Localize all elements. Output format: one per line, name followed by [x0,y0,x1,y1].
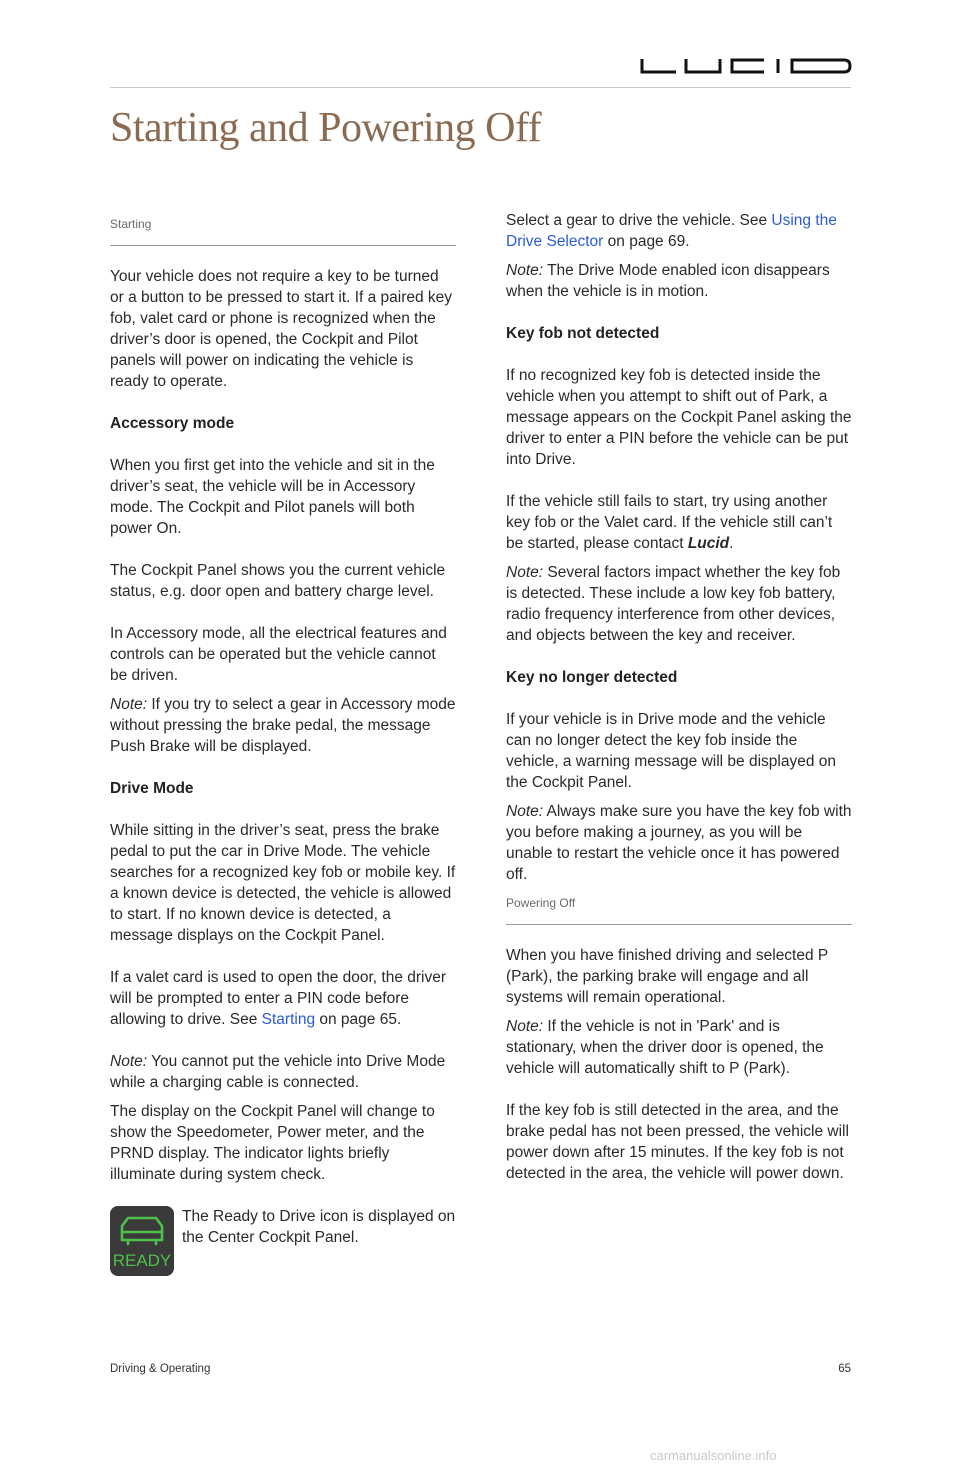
paragraph-text: . [729,535,734,552]
footer-chapter: Driving & Operating [110,1363,211,1375]
ready-to-drive-icon [110,1206,174,1276]
ready-icon-label: READY [112,1251,172,1270]
note [110,1051,456,1093]
paragraph: When you have finished driving and selected P (Park), the parking brake will engage and all systems will remain operational. [506,947,828,1006]
watermark: carmanualsonline.info [650,1448,777,1463]
paragraph-text: on page 65. [315,1011,402,1028]
paragraph: While sitting in the driver’s seat, press the brake pedal to put the car in Drive Mode. The vehicle searches for a recognized key fob or mobile key. If a known device is detected, the vehicle is allowed to start. If no known device is detected, a message displays on the Cockpit Panel. [110,822,456,944]
footer-page-number: 65 [838,1363,851,1375]
note [506,562,852,646]
header-divider [110,87,851,88]
heading-key-no-longer-detected: Key no longer detected [506,669,678,686]
note [506,260,852,302]
paragraph: The display on the Cockpit Panel will change to show the Speedometer, Power meter, and the PRND display. The indicator lights briefly illuminate during system check. [110,1103,435,1183]
note-label: Note: [506,1018,544,1035]
paragraph: In Accessory mode, all the electrical features and controls can be operated but the vehicle cannot be driven. [110,625,447,684]
paragraph: The Cockpit Panel shows you the current vehicle status, e.g. door open and battery charge level. [110,562,446,600]
note-text: Always make sure you have the key fob with you before making a journey, as you will be unable to restart the vehicle once it has powered off. [506,803,852,883]
note-text: Several factors impact whether the key fob is detected. These include a low key fob battery, radio frequency interference from other devices, and objects between the key and receiver. [506,564,841,644]
note-text: The Drive Mode enabled icon disappears when the vehicle is in motion. [506,262,830,300]
note-label: Note: [506,262,544,279]
brand-name: Lucid [687,535,730,552]
drive-selector-link[interactable]: Using the Drive Selector [506,212,837,250]
note [110,694,456,757]
paragraph: Your vehicle does not require a key to be turned or a button to be pressed to start it. If a paired key fob, valet card or phone is recognized when the driver’s door is opened, the Cockpit and Pilot panels will power on indicating the vehicle is ready to operate. [110,268,453,390]
paragraph-text: Select a gear to drive the vehicle. See [506,212,772,229]
note [506,801,852,885]
right-column [506,210,852,1205]
lucid-logo [640,58,852,74]
note-text: You cannot put the vehicle into Drive Mode while a charging cable is connected. [110,1053,446,1091]
note [506,1016,852,1079]
paragraph-text: If the vehicle still fails to start, try using another key fob or the Valet card. If the vehicle still can’t be started, please contact [506,493,833,552]
note-label: Note: [506,803,544,820]
note-label: Note: [110,696,148,713]
note-label: Note: [506,564,544,581]
page-title: Starting and Powering Off [110,105,542,151]
paragraph: If your vehicle is in Drive mode and the vehicle can no longer detect the key fob inside the vehicle, a warning message will be displayed on the Cockpit Panel. [506,711,836,791]
paragraph-text: on page 69. [603,233,690,250]
note-text: If the vehicle is not in 'Park' and is stationary, when the driver door is opened, the vehicle will automatically shift to P (Park). [506,1018,824,1077]
section-label-powering-off: Powering Off [506,896,576,910]
paragraph [506,210,852,252]
left-column [110,210,456,1276]
section-divider [506,924,852,925]
heading-key-fob-not-detected: Key fob not detected [506,325,660,342]
note-label: Note: [110,1053,148,1070]
paragraph: If no recognized key fob is detected inside the vehicle when you attempt to shift out of Park, a message appears on the Cockpit Panel asking the driver to enter a PIN before the vehicle can be put into Drive. [506,367,852,468]
section-divider [110,245,456,246]
paragraph [506,491,852,554]
paragraph: If the key fob is still detected in the area, and the brake pedal has not been pressed, the vehicle will power down after 15 minutes. If the key fob is not detected in the area, the vehicle will power down. [506,1102,849,1182]
starting-link[interactable]: Starting [261,1011,316,1028]
heading-drive-mode: Drive Mode [110,780,194,797]
section-label-starting: Starting [110,217,152,231]
ready-to-drive-row [110,1206,456,1276]
paragraph-text: If a valet card is used to open the door, the driver will be prompted to enter a PIN code before allowing to drive. See [110,969,447,1028]
ready-description: The Ready to Drive icon is displayed on the Center Cockpit Panel. [182,1208,456,1246]
note-text: If you try to select a gear in Accessory mode without pressing the brake pedal, the message Push Brake will be displayed. [110,696,456,755]
paragraph [110,967,456,1030]
heading-accessory-mode: Accessory mode [110,415,235,432]
paragraph: When you first get into the vehicle and sit in the driver’s seat, the vehicle will be in Accessory mode. The Cockpit and Pilot panels will both power On. [110,457,435,537]
